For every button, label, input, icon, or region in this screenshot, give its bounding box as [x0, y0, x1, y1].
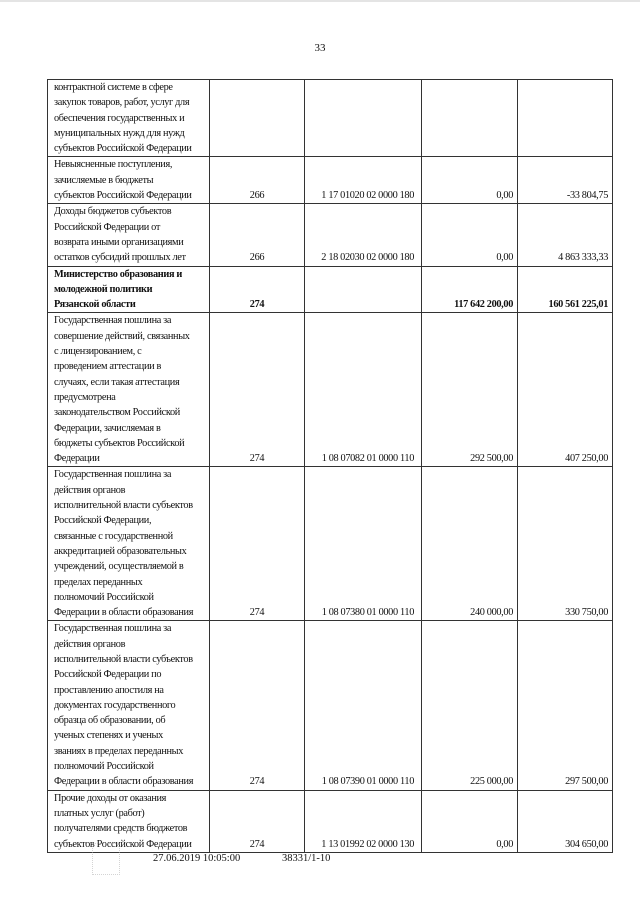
cell-code: 274: [210, 266, 305, 313]
table-row: [48, 157, 613, 204]
table-row: [48, 467, 613, 621]
table-body: [48, 80, 613, 853]
cell-name: Государственная пошлина за совершение действий, связанных с лицензированием, с проведением аттестации в случаях, если такая аттестация предусмотрена законодательством Российской Федерации, зачисляемая в бюджеты субъектов Российской Федерации: [48, 313, 210, 467]
cell-name: Государственная пошлина за действия органов исполнительной власти субъектов Российской Федерации, связанные с государственной аккредитацией образовательных учреждений, осуществляемой в пределах переданных полномочий Российской Федерации в области образования: [48, 467, 210, 621]
table-row: [48, 313, 613, 467]
cell-kbk: 1 08 07082 01 0000 110: [305, 313, 422, 467]
cell-name: Министерство образования и молодежной политики Рязанской области: [48, 266, 210, 313]
cell-name: контрактной системе в сфере закупок товаров, работ, услуг для обеспечения государственных и муниципальных нужд для нужд субъектов Российской Федерации: [48, 80, 210, 157]
cell-fact: -33 804,75: [518, 157, 613, 204]
cell-code: 266: [210, 204, 305, 266]
table-row: [48, 266, 613, 313]
cell-kbk: [305, 80, 422, 157]
cell-kbk: 1 08 07380 01 0000 110: [305, 467, 422, 621]
cell-name: Прочие доходы от оказания платных услуг (работ) получателями средств бюджетов субъектов Российской Федерации: [48, 790, 210, 852]
page-number: 33: [314, 42, 326, 54]
cell-kbk: [305, 266, 422, 313]
footer-doc-id: 38331/1-10: [282, 853, 331, 864]
cell-fact: 330 750,00: [518, 467, 613, 621]
cell-kbk: 1 17 01020 02 0000 180: [305, 157, 422, 204]
table-row: [48, 790, 613, 852]
cell-plan: 0,00: [422, 790, 518, 852]
cell-plan: 0,00: [422, 157, 518, 204]
cell-fact: [518, 80, 613, 157]
cell-fact: 4 863 333,33: [518, 204, 613, 266]
cell-kbk: 1 13 01992 02 0000 130: [305, 790, 422, 852]
cell-plan: [422, 80, 518, 157]
cell-code: 274: [210, 467, 305, 621]
cell-code: 274: [210, 790, 305, 852]
scan-edge: [0, 0, 640, 2]
table-row: [48, 204, 613, 266]
table-row: [48, 80, 613, 157]
cell-name: Доходы бюджетов субъектов Российской Федерации от возврата иными организациями остатков субсидий прошлых лет: [48, 204, 210, 266]
cell-kbk: 2 18 02030 02 0000 180: [305, 204, 422, 266]
cell-fact: 160 561 225,01: [518, 266, 613, 313]
cell-plan: 240 000,00: [422, 467, 518, 621]
stamp-image: [92, 843, 120, 875]
budget-table: [47, 79, 613, 853]
cell-code: 266: [210, 157, 305, 204]
cell-name: Невыясненные поступления, зачисляемые в бюджеты субъектов Российской Федерации: [48, 157, 210, 204]
cell-code: 274: [210, 621, 305, 790]
cell-code: [210, 80, 305, 157]
cell-name: Государственная пошлина за действия органов исполнительной власти субъектов Российской Федерации по проставлению апостиля на документах государственного образца об образовании, об ученых степенях и ученых званиях в пределах переданных полномочий Российской Федерации в области образования: [48, 621, 210, 790]
cell-plan: 292 500,00: [422, 313, 518, 467]
footer-date: 27.06.2019 10:05:00: [153, 853, 241, 864]
cell-fact: 304 650,00: [518, 790, 613, 852]
cell-fact: 297 500,00: [518, 621, 613, 790]
table-row: [48, 621, 613, 790]
cell-plan: 117 642 200,00: [422, 266, 518, 313]
cell-kbk: 1 08 07390 01 0000 110: [305, 621, 422, 790]
cell-plan: 225 000,00: [422, 621, 518, 790]
cell-plan: 0,00: [422, 204, 518, 266]
cell-code: 274: [210, 313, 305, 467]
cell-fact: 407 250,00: [518, 313, 613, 467]
